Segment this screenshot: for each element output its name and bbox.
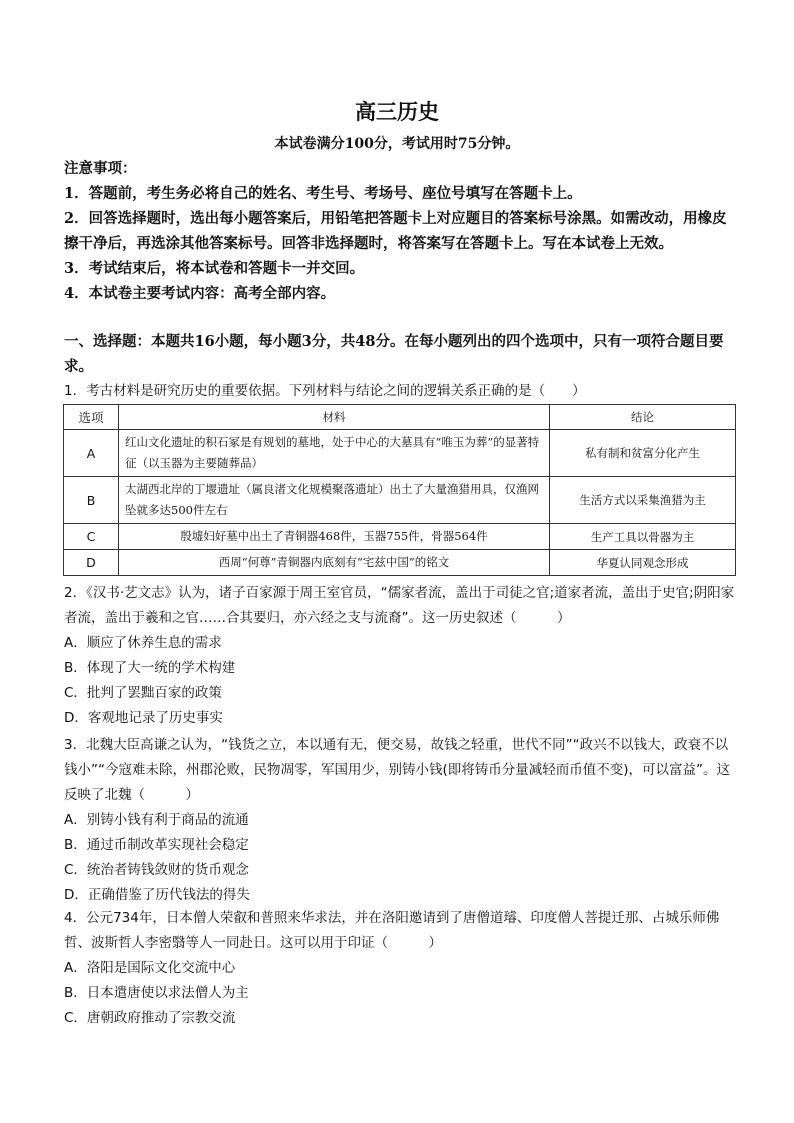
table-cell-option: C bbox=[64, 524, 119, 550]
question-2-stem: 2．《汉书·艺文志》认为，诸子百家源于周王室官员，“儒家者流，盖出于司徒之官;道家者流，盖出于史官;阴阳家者流，盖出于羲和之官……合其要归，亦六经之支与流裔”。这一历史叙述（ ） bbox=[64, 585, 735, 626]
table-row bbox=[64, 524, 736, 550]
question-2-option-a: A．顺应了休养生息的需求 bbox=[64, 635, 222, 651]
question-1-table bbox=[63, 404, 736, 576]
table-row bbox=[64, 550, 736, 576]
table-cell-conclusion: 生活方式以采集渔猎为主 bbox=[550, 477, 736, 524]
question-3 bbox=[64, 733, 738, 908]
note-item-4: 4．本试卷主要考试内容：高考全部内容。 bbox=[64, 285, 336, 302]
table-cell-material: 太湖西北岸的丁堰遗址（属良渚文化规模聚落遗址）出土了大量渔猎用具，仅渔网坠就多达500件左右 bbox=[119, 477, 550, 524]
question-3-option-b: B．通过币制改革实现社会稳定 bbox=[64, 837, 249, 853]
question-3-option-a: A．别铸小钱有利于商品的流通 bbox=[64, 812, 249, 828]
note-item-2: 2．回答选择题时，选出每小题答案后，用铅笔把答题卡上对应题目的答案标号涂黑。如需改动，用橡皮擦干净后，再选涂其他答案标号。回答非选择题时，将答案写在答题卡上。写在本试卷上无效。 bbox=[64, 210, 727, 252]
question-4-option-c: C．唐朝政府推动了宗教交流 bbox=[64, 1010, 236, 1026]
question-4-option-b: B．日本遣唐使以求法僧人为主 bbox=[64, 985, 249, 1001]
table-cell-conclusion: 华夏认同观念形成 bbox=[550, 550, 736, 576]
table-cell-material: 红山文化遗址的积石冢是有规划的墓地，处于中心的大墓具有“唯玉为葬”的显著特征（以玉器为主要随葬品） bbox=[119, 430, 550, 477]
table-header-option: 选项 bbox=[64, 405, 119, 430]
question-2 bbox=[64, 581, 738, 731]
table-cell-option: B bbox=[64, 477, 119, 524]
notes-heading: 注意事项： bbox=[64, 160, 137, 177]
question-4 bbox=[64, 906, 738, 1031]
question-4-stem: 4．公元734年，日本僧人荣叡和普照来华求法，并在洛阳邀请到了唐僧道璿、印度僧人菩提迁那、占城乐师佛哲、波斯哲人李密翳等人一同赴日。这可以用于印证（ ） bbox=[64, 910, 720, 951]
table-cell-conclusion: 私有制和贫富分化产生 bbox=[550, 430, 736, 477]
table-header-material: 材料 bbox=[119, 405, 550, 430]
question-2-option-b: B．体现了大一统的学术构建 bbox=[64, 660, 236, 676]
notes-block bbox=[64, 156, 734, 306]
exam-subtitle: 本试卷满分100分，考试用时75分钟。 bbox=[274, 136, 520, 152]
table-cell-material: 西周“何尊”青铜器内底刻有“宅兹中国”的铭文 bbox=[119, 550, 550, 576]
table-row bbox=[64, 430, 736, 477]
question-2-option-d: D．客观地记录了历史事实 bbox=[64, 710, 223, 726]
table-header-row bbox=[64, 405, 736, 430]
note-item-3: 3．考试结束后，将本试卷和答题卡一并交回。 bbox=[64, 260, 365, 277]
question-1-stem: 1．考古材料是研究历史的重要依据。下列材料与结论之间的逻辑关系正确的是（ ） bbox=[64, 383, 586, 399]
question-3-option-c: C．统治者铸钱敛财的货币观念 bbox=[64, 862, 249, 878]
table-cell-material: 殷墟妇好墓中出土了青铜器468件，玉器755件，骨器564件 bbox=[119, 524, 550, 550]
question-4-option-a: A．洛阳是国际文化交流中心 bbox=[64, 960, 236, 976]
question-2-option-c: C．批判了罢黜百家的政策 bbox=[64, 685, 222, 701]
page-title: 高三历史 bbox=[355, 99, 439, 124]
table-cell-option: A bbox=[64, 430, 119, 477]
table-cell-option: D bbox=[64, 550, 119, 576]
table-header-conclusion: 结论 bbox=[550, 405, 736, 430]
table-cell-conclusion: 生产工具以骨器为主 bbox=[550, 524, 736, 550]
section-heading: 一、选择题：本题共16小题，每小题3分，共48分。在每小题列出的四个选项中，只有一项符合题目要求。 bbox=[64, 333, 724, 375]
question-3-option-d: D．正确借鉴了历代钱法的得失 bbox=[64, 887, 250, 903]
note-item-1: 1．答题前，考生务必将自己的姓名、考生号、考场号、座位号填写在答题卡上。 bbox=[64, 185, 582, 202]
table-row bbox=[64, 477, 736, 524]
question-3-stem: 3．北魏大臣高谦之认为，“钱货之立，本以通有无，便交易，故钱之轻重，世代不同”“政兴不以钱大，政衰不以钱小”“今寇难未除，州郡沦败，民物凋零，军国用少，别铸小钱(即将铸币分量减轻而币值不变)，可以富益”。这反映了北魏（ ） bbox=[64, 737, 731, 803]
